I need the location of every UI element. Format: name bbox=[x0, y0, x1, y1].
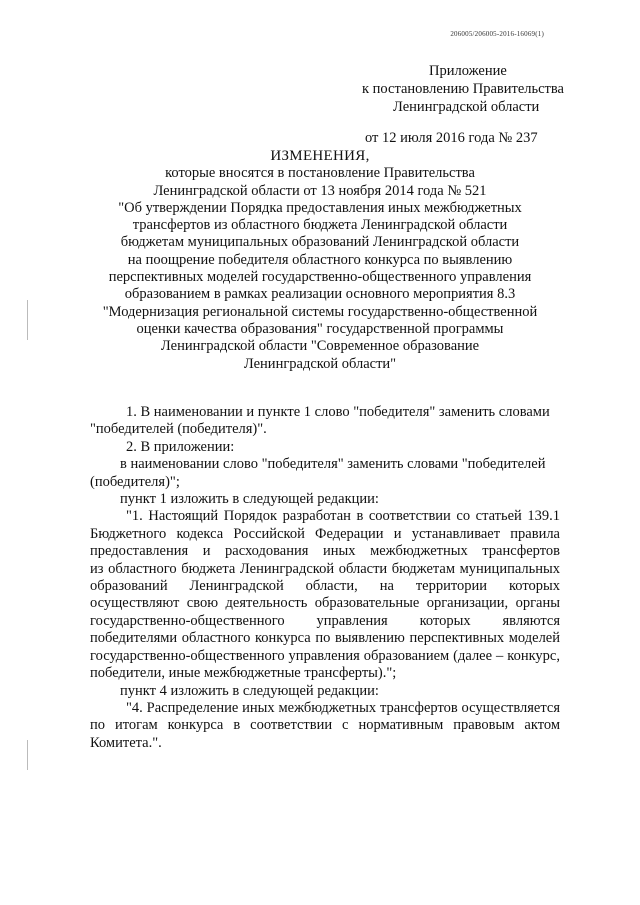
title-heading: ИЗМЕНЕНИЯ, bbox=[270, 148, 370, 164]
appendix-block bbox=[362, 62, 564, 147]
quote-1-line: победители, иные межбюджетные трансферты)."; bbox=[90, 665, 397, 682]
title-line: Ленинградской области "Современное образование bbox=[160, 338, 480, 355]
title-line: бюджетам муниципальных образований Ленинградской области bbox=[120, 234, 520, 251]
quote-2-line: по итогам конкурса в соответствии с нормативным правовым актом bbox=[90, 717, 560, 734]
quote-1-line: Бюджетного кодекса Российской Федерации и устанавливает правила bbox=[90, 525, 560, 542]
title-line: Ленинградской области от 13 ноября 2014 года № 521 bbox=[153, 182, 487, 199]
paragraph-3-line: в наименовании слово "победителя" заменить словами "победителей bbox=[120, 456, 546, 473]
appendix-region: Ленинградской области bbox=[393, 99, 540, 115]
quote-1-line: победителями областного конкурса по выявлению перспективных моделей bbox=[90, 630, 560, 647]
scan-margin-mark bbox=[27, 300, 28, 340]
quote-2-line: Комитета.". bbox=[90, 734, 162, 751]
paragraph-3-line: (победителя)"; bbox=[90, 473, 180, 490]
title-line: на поощрение победителя областного конкурса по выявлению bbox=[127, 251, 513, 268]
appendix-title: Приложение bbox=[429, 63, 507, 79]
appendix-date: от 12 июля 2016 года № 237 bbox=[365, 130, 538, 146]
quote-1-line: из областного бюджета Ленинградской области бюджетам муниципальных bbox=[90, 560, 560, 577]
paragraph-1-line: 1. В наименовании и пункте 1 слово "победителя" заменить словами bbox=[126, 404, 550, 420]
quote-1-line: образований Ленинградской области, на территории которых bbox=[90, 578, 560, 595]
document-body bbox=[90, 404, 560, 752]
quote-1-line: осуществляют свою деятельность образовательные организации, органы bbox=[90, 595, 560, 612]
paragraph-5: пункт 4 изложить в следующей редакции: bbox=[120, 682, 379, 699]
quote-1-line: предоставления и расходования иных межбюджетных трансфертов bbox=[90, 543, 560, 560]
document-id: 206005/206005-2016-16069(1) bbox=[450, 30, 544, 38]
paragraph-2: 2. В приложении: bbox=[126, 438, 235, 455]
title-line: образованием в рамках реализации основного мероприятия 8.3 bbox=[124, 286, 516, 303]
title-line: оценки качества образования" государственной программы bbox=[136, 320, 504, 337]
title-line: "Модернизация региональной системы государственно-общественной bbox=[102, 303, 538, 320]
scan-margin-mark bbox=[27, 740, 28, 770]
title-line: "Об утверждении Порядка предоставления иных межбюджетных bbox=[118, 199, 522, 216]
quote-1-line: государственно-общественного управления которых являются bbox=[90, 612, 560, 629]
title-line: которые вносятся в постановление Правительства bbox=[165, 165, 475, 182]
title-line: перспективных моделей государственно-общественного управления bbox=[108, 269, 532, 286]
paragraph-4: пункт 1 изложить в следующей редакции: bbox=[120, 491, 379, 508]
paragraph-1-line: "победителей (победителя)". bbox=[90, 421, 267, 438]
appendix-reference: к постановлению Правительства bbox=[362, 81, 564, 97]
quote-1-line: государственно-общественного управления образованием (далее – конкурс, bbox=[90, 647, 560, 664]
quote-1-line: "1. Настоящий Порядок разработан в соответствии со статьей 139.1 bbox=[126, 508, 560, 525]
title-line: трансфертов из областного бюджета Ленинградской области bbox=[132, 217, 508, 234]
document-title bbox=[85, 148, 555, 373]
title-line: Ленинградской области" bbox=[243, 355, 397, 372]
quote-2-line: "4. Распределение иных межбюджетных трансфертов осуществляется bbox=[126, 699, 560, 716]
